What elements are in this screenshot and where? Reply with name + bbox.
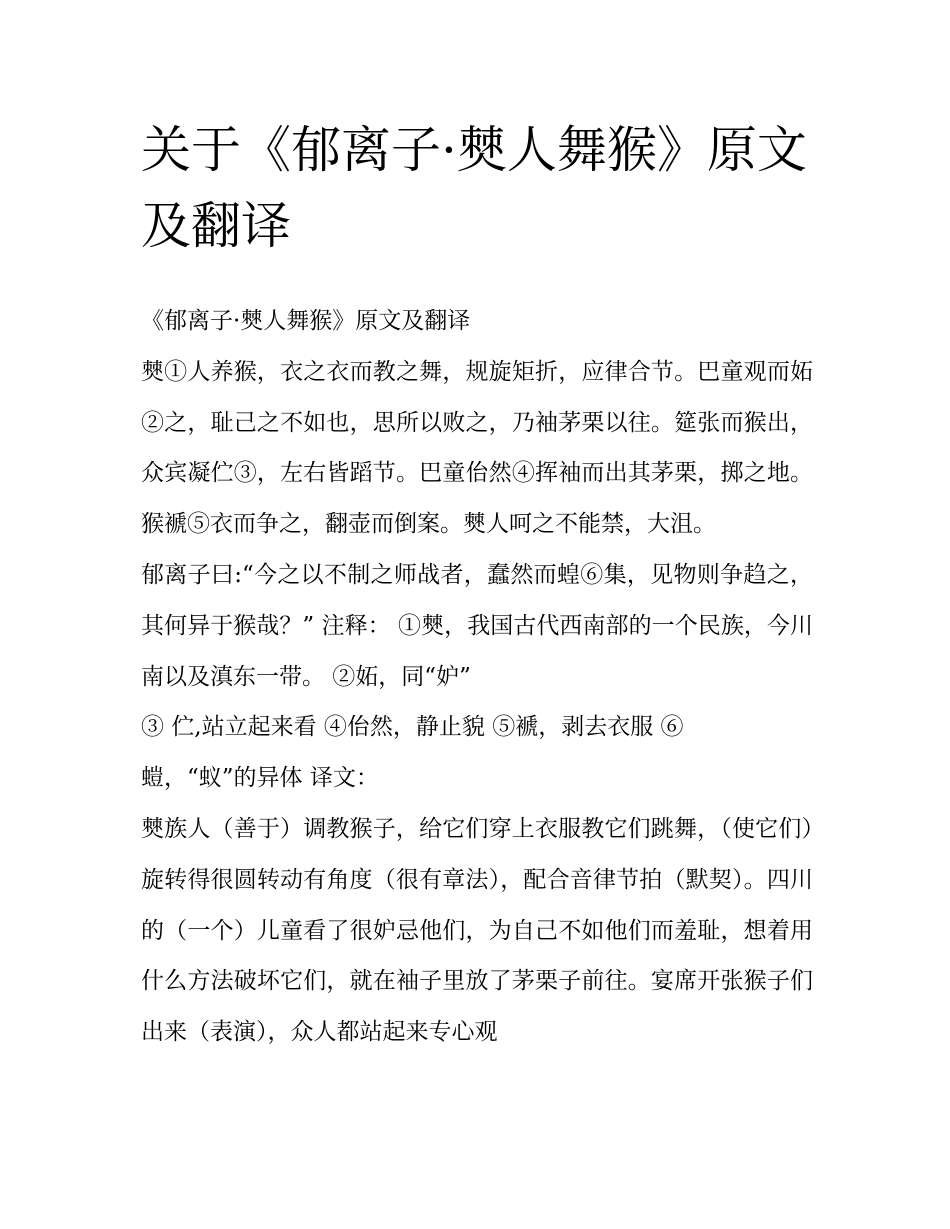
document-page	[141, 112, 813, 1058]
subtitle-paragraph: 《郁离子·僰人舞猴》原文及翻译	[141, 308, 471, 334]
notes-paragraph: ③ 伫,站立起来看 ④佁然，静止貌 ⑤褫，剥去衣服 ⑥	[141, 714, 684, 741]
document-title: 关于《郁离子·僰人舞猴》原文及翻译	[141, 121, 807, 255]
original-text-paragraph: 僰①人养猴，衣之衣而教之舞，规旋矩折，应律合节。巴童观而妬②之，耻己之不如也，思所以败之，乃袖茅栗以往。筵张而猴出，众宾凝伫③，左右皆蹈节。巴童佁然④挥袖而出其茅栗，掷之地。猴褫⑤衣而争之，翻壶而倒案。僰人呵之不能禁，大沮。	[141, 358, 813, 538]
commentary-and-notes-paragraph: 郁离子曰:“今之以不制之师战者，蠢然而蝗⑥集，见物则争趋之，其何异于猴哉？” 注释： ①僰，我国古代西南部的一个民族，今川南以及滇东一带。 ②妬，同“妒”	[141, 561, 813, 690]
translation-paragraph: 僰族人（善于）调教猴子，给它们穿上衣服教它们跳舞，（使它们）旋转得很圆转动有角度（很有章法），配合音律节拍（默契）。四川的（一个）儿童看了很妒忌他们，为自己不如他们而羞耻，想着用什么方法破坏它们，就在袖子里放了茅栗子前往。宴席开张猴子们出来（表演），众人都站起来专心观	[141, 815, 813, 1046]
document-body	[141, 296, 813, 1058]
notes-end-paragraph: 螘，“蚁”的异体 译文：	[141, 765, 379, 792]
